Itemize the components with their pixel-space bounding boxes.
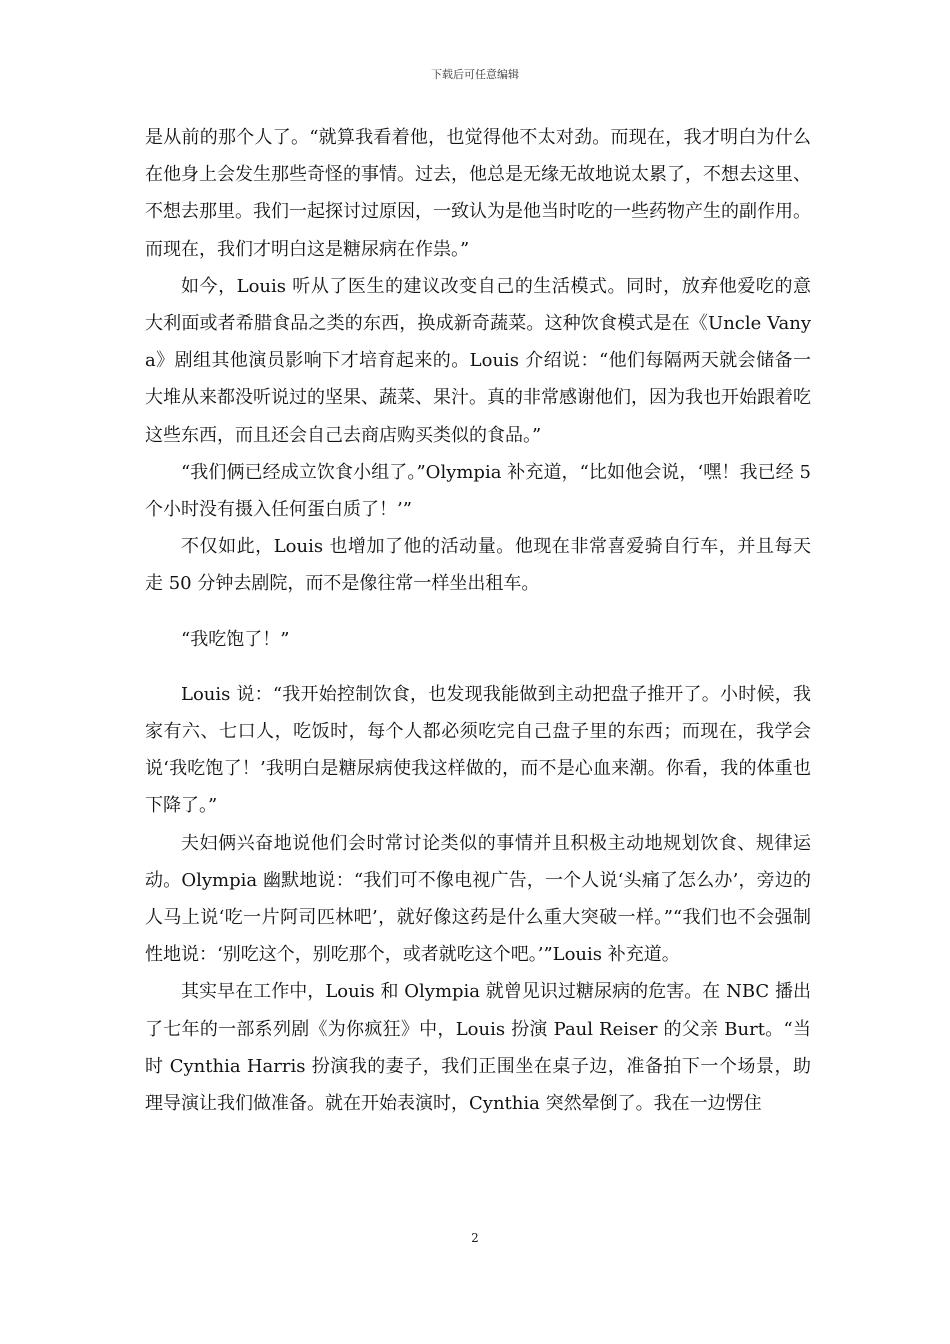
paragraph-continuation: 是从前的那个人了。“就算我看着他，也觉得他不太对劲。而现在，我才明白为什么在他身上会发生那些奇怪的事情。过去，他总是无缘无故地说太累了，不想去这里、不想去那里。我们一起探讨过原因，一致认为是他当时吃的一些药物产生的副作用。而现在，我们才明白这是糖尿病在作祟。” [145,127,811,260]
paragraph: 不仅如此，Louis 也增加了他的活动量。他现在非常喜爱骑自行车，并且每天走 50 分钟去剧院，而不是像往常一样坐出租车。 [145,536,811,595]
section-subheading: “我吃饱了！” [181,628,290,650]
page-number: 2 [471,1231,479,1245]
document-body [145,119,811,1122]
paragraph: Louis 说：“我开始控制饮食，也发现我能做到主动把盘子推开了。小时候，我家有六、七口人，吃饭时，每个人都必须吃完自己盘子里的东西；而现在，我学会说‘我吃饱了！’我明白是糖尿病使我这样做的，而不是心血来潮。你看，我的体重也下降了。” [145,683,811,817]
paragraph: “我们俩已经成立饮食小组了。”Olympia 补充道，“比如他会说，‘嘿！我已经 5 个小时没有摄入任何蛋白质了！’” [145,461,811,521]
paragraph: 如今，Louis 听从了医生的建议改变自己的生活模式。同时，放弃他爱吃的意大利面或者希腊食品之类的东西，换成新奇蔬菜。这种饮食模式是在《Uncle Vanya》剧组其他演员影响下才培育起来的。Louis 介绍说：“他们每隔两天就会储备一大堆从来都没听说过的坚果、蔬菜、果汁。真的非常感谢他们，因为我也开始跟着吃这些东西，而且还会自己去商店购买类似的食品。” [145,275,811,446]
paragraph: 夫妇俩兴奋地说他们会时常讨论类似的事情并且积极主动地规划饮食、规律运动。Olympia 幽默地说：“我们可不像电视广告，一个人说‘头痛了怎么办’，旁边的人马上说‘吃一片阿司匹林吧’，就好像这药是什么重大突破一样。”“我们也不会强制性地说：‘别吃这个，别吃那个，或者就吃这个吧。’”Louis 补充道。 [145,832,811,966]
page-header: 下载后可任意编辑 [431,68,519,81]
paragraph: 其实早在工作中，Louis 和 Olympia 就曾见识过糖尿病的危害。在 NBC 播出了七年的一部系列剧《为你疯狂》中，Louis 扮演 Paul Reiser 的父亲 Burt。“当时 Cynthia Harris 扮演我的妻子，我们正围坐在桌子边，准备拍下一个场景，助理导演让我们做准备。就在开始表演时，Cynthia 突然晕倒了。我在一边愣住 [145,981,811,1115]
